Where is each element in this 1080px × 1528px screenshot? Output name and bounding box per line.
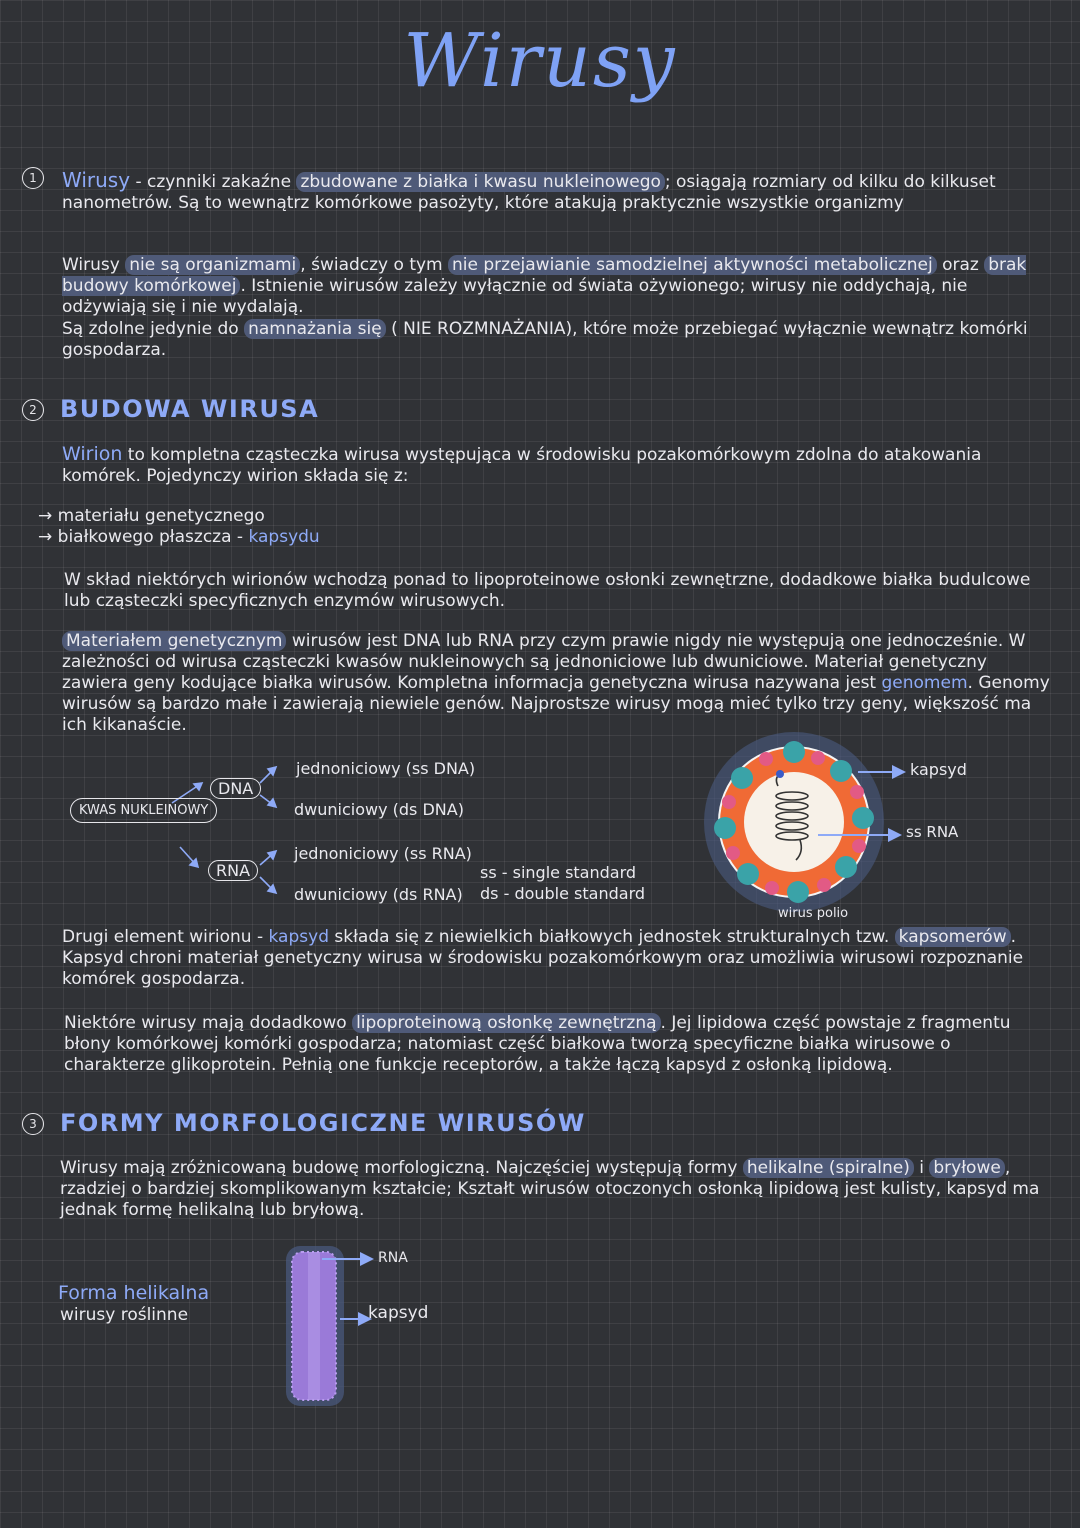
definition-paragraph: Wirusy - czynniki zakaźne zbudowane z białka i kwasu nukleinowego ; osiągają rozmiary od kilku do kilkuset nanometrów. Są to wewnątrz komórkowe pasożyty, które atakują praktycznie wszystkie organizmy bbox=[62, 168, 996, 213]
legend-ss: ss - single standard bbox=[480, 863, 637, 882]
multiplication-paragraph: Są zdolne jedynie do namnażania się ( NIE ROZMNAŻANIA), które może przebiegać wyłącznie wewnątrz komórki gospodarza. bbox=[62, 319, 1028, 360]
rna-pointer bbox=[322, 1258, 362, 1260]
highlight: bryłowe bbox=[929, 1158, 1004, 1178]
section-number-3: 3 bbox=[22, 1113, 44, 1135]
highlight: Materiałem genetycznym bbox=[62, 631, 286, 651]
section-heading-formy: FORMY MORFOLOGICZNE WIRUSÓW bbox=[60, 1109, 586, 1137]
lipoprotein-paragraph: Niektóre wirusy mają dodadkowo lipoproteinową osłonkę zewnętrzną . Jej lipidowa część powstaje z fragmentu błony komórkowej komórki gospodarza; natomiast część białkowa tworzą specyficzne białka wirusowe o charakterze glikoprotein. Pełnią one funkcje receptorów, a także łączą kapsyd z osłonką lipidową. bbox=[64, 1013, 1011, 1075]
highlight: nie przejawianie samodzielnej aktywności metabolicznej bbox=[448, 255, 937, 275]
rna-double-label: dwuniciowy (ds RNA) bbox=[294, 885, 463, 904]
envelope-paragraph: W skład niektórych wirionów wchodzą ponad to lipoproteinowe osłonki zewnętrzne, dodadkowe białka budulcowe lub cząsteczki specyficznych enzymów wirusowych. bbox=[64, 570, 1031, 611]
morphology-paragraph: Wirusy mają zróżnicowaną budowę morfologiczną. Najczęściej występują formy helikalne (spiralne) i bryłowe , rzadziej o bardziej skomplikowanym kształcie; Kształt wirusów otoczonych osłonką lipidową jest kulisty, kapsyd ma jednak formę helikalną lub bryłową. bbox=[60, 1158, 1040, 1220]
rna-single-label: jednoniciowy (ss RNA) bbox=[294, 844, 472, 863]
dna-single-label: jednoniciowy (ss DNA) bbox=[296, 759, 476, 778]
list-item: → białkowego płaszcza - kapsydu bbox=[38, 527, 320, 547]
genetic-material-paragraph: Materiałem genetycznym wirusów jest DNA lub RNA przy czym prawie nigdy nie występują one jednocześnie. W zależności od wirusa cząsteczki kwasów nukleinowych są jednoniciowe lub dwuniciowe. Materiał genetyczny zawiera geny kodujące białka wirusów. Kompletna informacja genetyczna wirusa nazywana jest genomem. Genomy wirusów są bardzo małe i zawierają niewiele genów. Najprostsze wirusy mogą mieć tylko trzy geny, większość ma ich kikanaście. bbox=[62, 631, 1050, 735]
term-kapsyd: kapsyd bbox=[268, 927, 329, 947]
dna-double-label: dwuniciowy (ds DNA) bbox=[294, 800, 464, 819]
ssrna-label: ss RNA bbox=[906, 823, 959, 841]
helical-form-title: Forma helikalna bbox=[58, 1282, 210, 1304]
dna-node: DNA bbox=[210, 778, 261, 799]
term-wirusy: Wirusy bbox=[62, 168, 131, 192]
capsid-pointer bbox=[340, 1318, 360, 1320]
highlight: kapsomerów bbox=[895, 927, 1011, 947]
section-number-2: 2 bbox=[22, 399, 44, 421]
polio-virus-illustration bbox=[700, 728, 900, 918]
helical-virus-illustration bbox=[282, 1240, 352, 1410]
virus-caption: wirus polio bbox=[778, 906, 849, 921]
ssrna-pointer bbox=[818, 834, 890, 836]
arrow-head-icon bbox=[892, 765, 906, 779]
capsid-paragraph: Drugi element wirionu - kapsyd składa się z niewielkich białkowych jednostek strukturalnych tzw. kapsomerów . Kapsyd chroni materiał genetyczny wirusa w środowisku pozakomórkowym oraz umożliwia wirusowi rozpoznanie komórek gospodarza. bbox=[62, 927, 1024, 989]
virion-paragraph: Wirion to kompletna cząsteczka wirusa występująca w środowisku pozakomórkowym zdolna do atakowania komórek. Pojedynczy wirion składa się z: bbox=[62, 443, 982, 486]
helical-capsid-label: kapsyd bbox=[368, 1303, 429, 1323]
term-genom: genomem bbox=[881, 673, 968, 693]
capsid-label: kapsyd bbox=[910, 760, 967, 779]
term-wirion: Wirion bbox=[62, 443, 123, 465]
section-number-1: 1 bbox=[22, 167, 44, 189]
page-title: Wirusy bbox=[403, 18, 677, 104]
helical-rna-label: RNA bbox=[378, 1250, 408, 1266]
virion-components-list bbox=[38, 506, 638, 548]
not-organisms-paragraph: Wirusy nie są organizmami , świadczy o tym nie przejawianie samodzielnej aktywności metabolicznej oraz brak budowy komórkowej . Istnienie wirusów zależy wyłącznie od świata ożywionego; wirusy nie oddychają, nie odżywiają się i nie wydalają. bbox=[62, 255, 1027, 317]
highlight: lipoproteinową osłonkę zewnętrzną bbox=[352, 1013, 660, 1033]
nucleic-acid-node: KWAS NUKLEINOWY bbox=[70, 798, 217, 823]
list-item: → materiału genetycznego bbox=[38, 506, 265, 526]
rna-node: RNA bbox=[208, 860, 258, 881]
highlight: nie są organizmami bbox=[125, 255, 300, 275]
highlight: namnażania się bbox=[244, 319, 386, 339]
legend-ds: ds - double standard bbox=[480, 884, 646, 903]
arrow-head-icon bbox=[888, 828, 902, 842]
highlight: zbudowane z białka i kwasu nukleinowego bbox=[296, 172, 664, 192]
helical-form-subtitle: wirusy roślinne bbox=[60, 1305, 189, 1325]
section-heading-budowa: BUDOWA WIRUSA bbox=[60, 395, 320, 423]
highlight: helikalne (spiralne) bbox=[743, 1158, 914, 1178]
arrow-head-icon bbox=[360, 1252, 374, 1266]
highlight: brak budowy komórkowej bbox=[62, 255, 1027, 296]
